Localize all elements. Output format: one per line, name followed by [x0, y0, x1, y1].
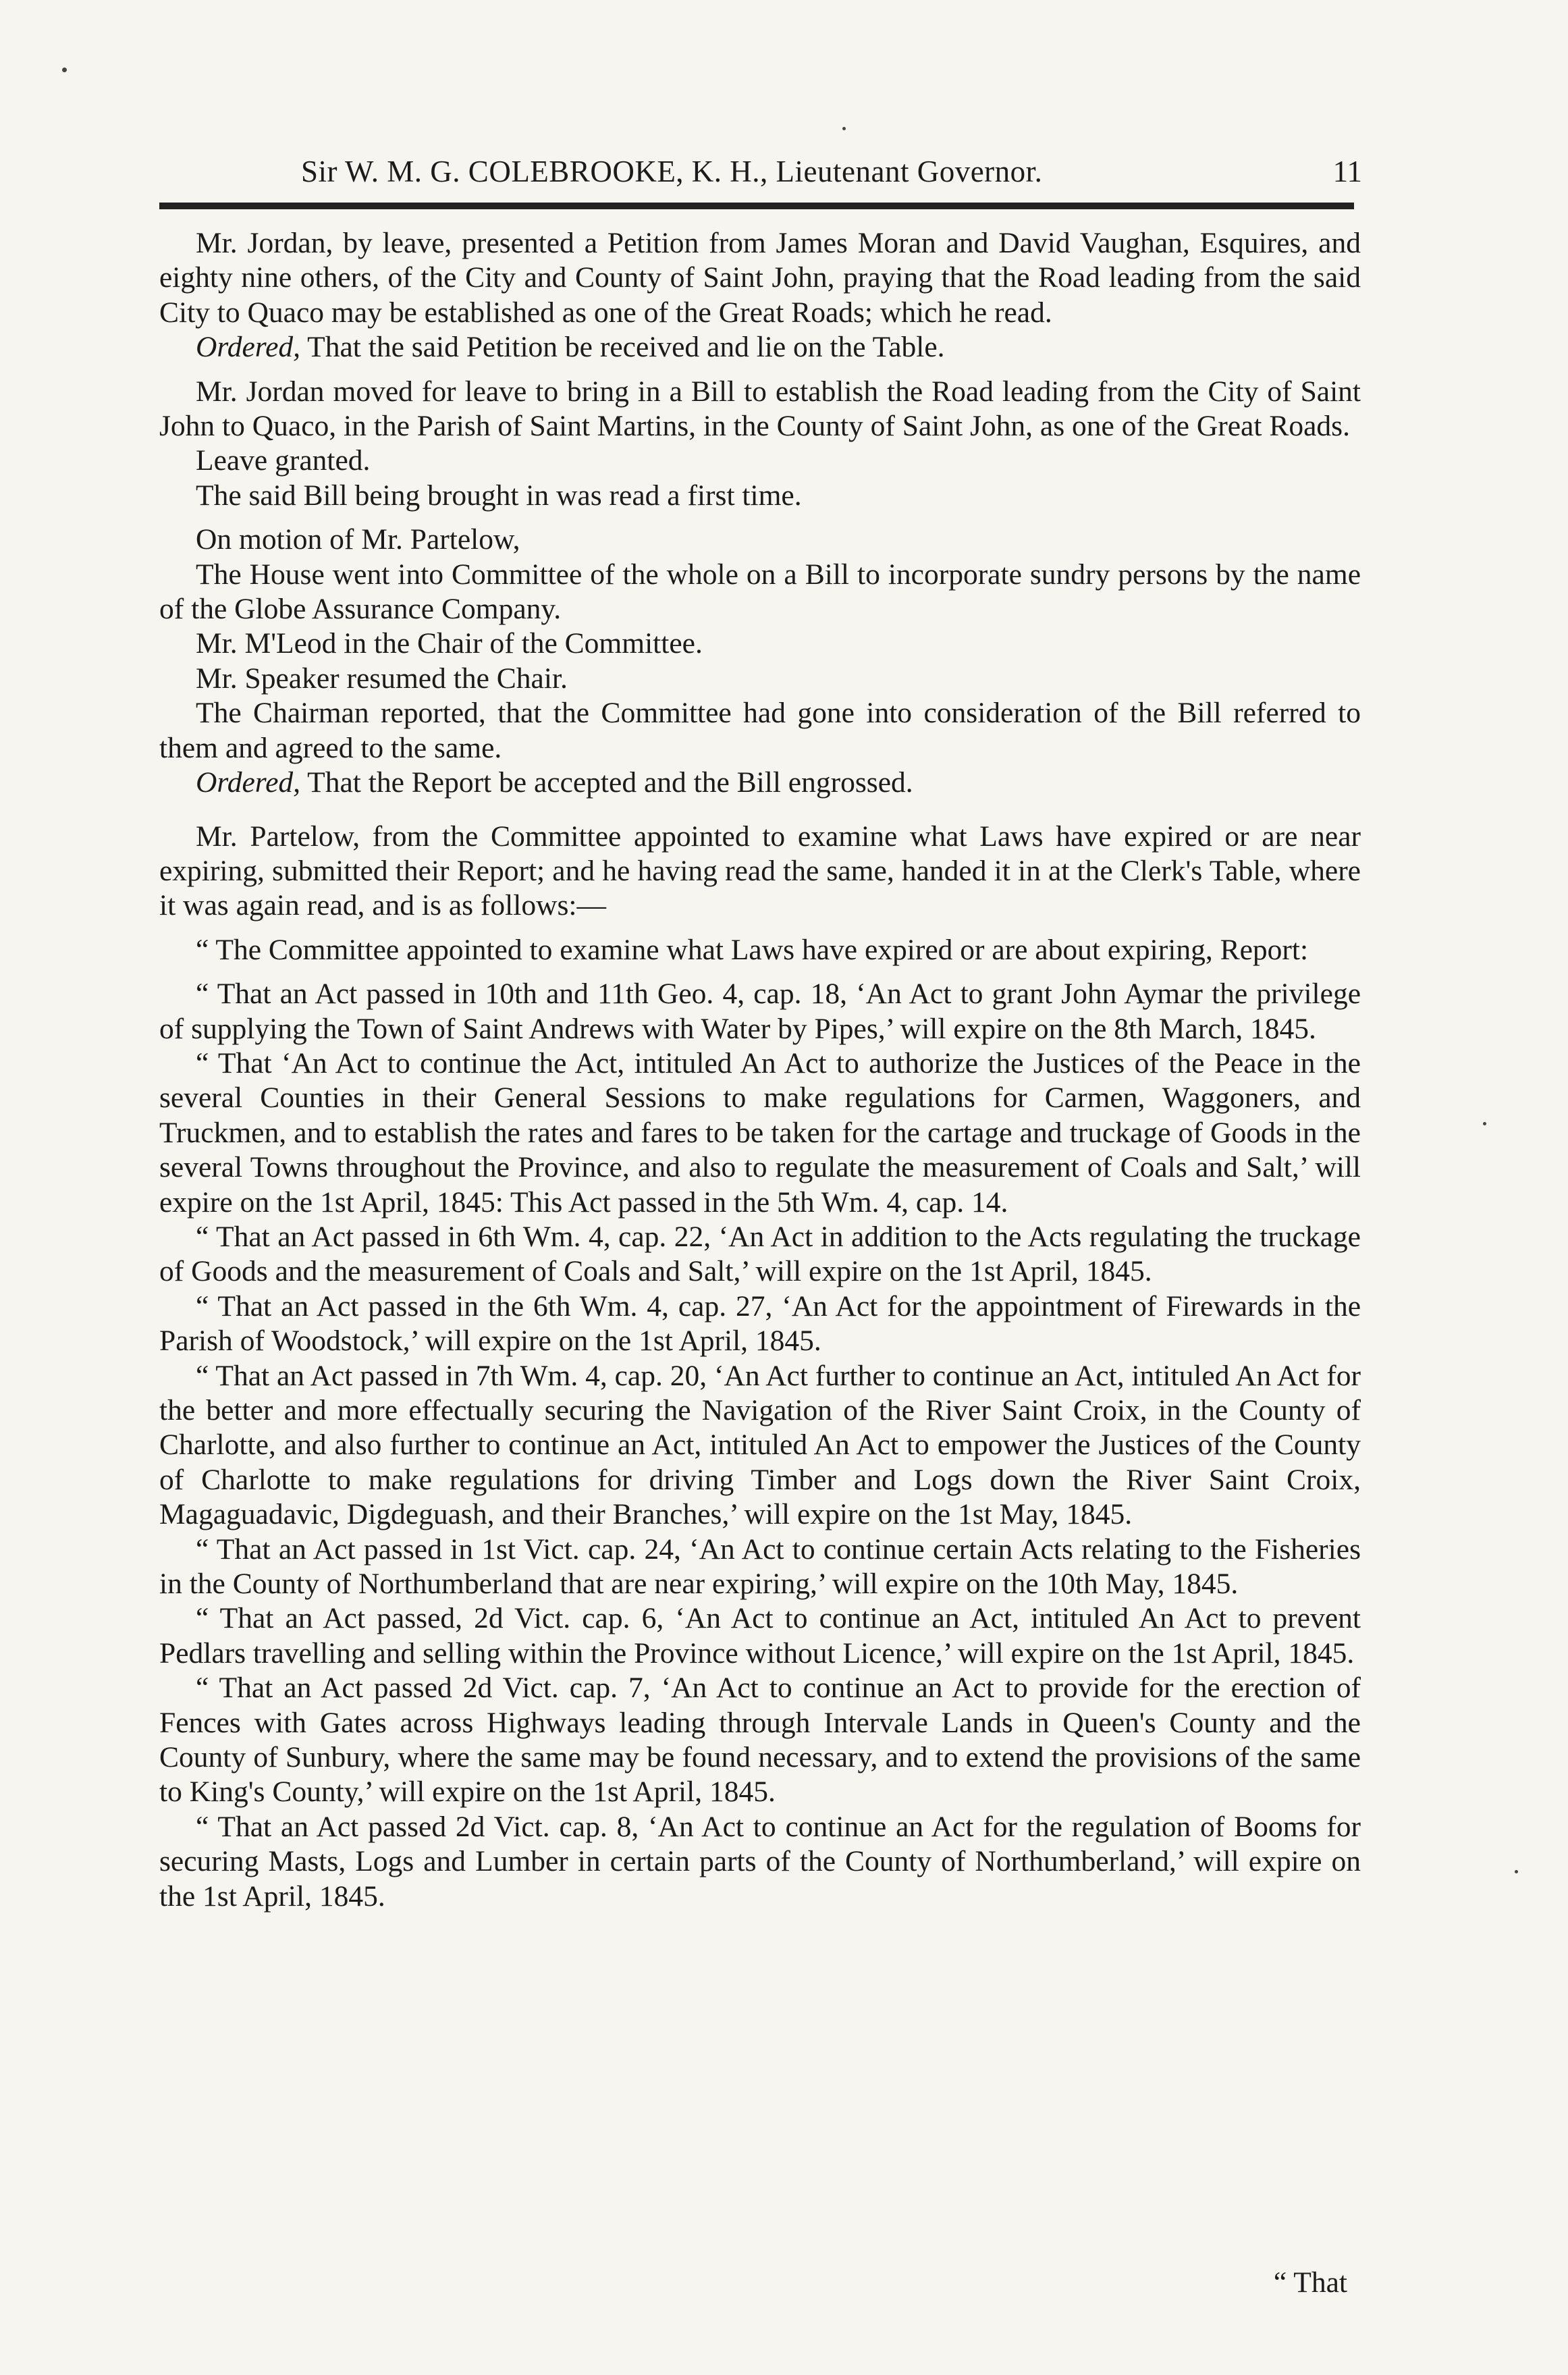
- ink-speck: [1515, 1870, 1518, 1873]
- paragraph-petition: Mr. Jordan, by leave, presented a Petition from James Moran and David Vaughan, Esquires, and eighty nine others, of the City and County of Saint John, praying that the Road leading from the said City to Quaco may be established as one of the Great Roads; which he read.: [159, 227, 1361, 329]
- paragraph-ordered-2: Ordered, That the Report be accepted and the Bill engrossed.: [196, 766, 913, 799]
- paragraph-expired-laws: Mr. Partelow, from the Committee appointed to examine what Laws have expired or are near expiring, submitted their Report; and he having read the same, handed it in at the Clerk's Table, where it was again read, and is as follows:—: [159, 820, 1361, 922]
- page-number: 11: [1332, 155, 1362, 188]
- paragraph-leave: Leave granted.: [196, 444, 371, 477]
- paragraph-bill-motion: Mr. Jordan moved for leave to bring in a Bill to establish the Road leading from the City of Saint John to Quaco, in the Parish of Saint Martins, in the County of Saint John, as one of the Great Roads.: [159, 375, 1361, 443]
- paragraph-act-8: “ That an Act passed 2d Vict. cap. 7, ‘An Act to continue an Act to provide for the erection of Fences with Gates across Highways leading through Intervale Lands in Queen's County and the County of Sunbury, where the same may be found necessary, and to extend the provisions of the same to King's County,’ will expire on the 1st April, 1845.: [159, 1672, 1361, 1809]
- paragraph-act-4: “ That an Act passed in the 6th Wm. 4, cap. 27, ‘An Act for the appointment of Firewards in the Parish of Woodstock,’ will expire on the 1st April, 1845.: [159, 1289, 1361, 1358]
- paragraph-act-6: “ That an Act passed in 1st Vict. cap. 24, ‘An Act to continue certain Acts relating to the Fisheries in the County of Northumberland that are near expiring,’ will expire on the 10th May, 1845.: [159, 1532, 1361, 1601]
- paragraph-act-2: “ That ‘An Act to continue the Act, intituled An Act to authorize the Justices of the Peace in the several Counties in their General Sessions to make regulations for Carmen, Waggoners, and Truckmen, and to establish the rates and fares to be taken for the cartage and truckage of Goods in the several Towns throughout the Province, and also to regulate the measurement of Coals and Salt,’ will expire on the 1st April, 1845: This Act passed in the 5th Wm. 4, cap. 14.: [159, 1046, 1361, 1219]
- paragraph-speaker: Mr. Speaker resumed the Chair.: [196, 662, 568, 695]
- paragraph-act-9: “ That an Act passed 2d Vict. cap. 8, ‘An Act to continue an Act for the regulation of Booms for securing Masts, Logs and Lumber in certain parts of the County of Northumberland,’ will expire on the 1st April, 1845.: [159, 1810, 1361, 1913]
- body-text: [159, 226, 1361, 1914]
- paragraph-committee: The House went into Committee of the whole on a Bill to incorporate sundry persons by the name of the Globe Assurance Company.: [159, 558, 1361, 626]
- paragraph-report-intro: “ The Committee appointed to examine what Laws have expired or are about expiring, Report:: [196, 933, 1309, 966]
- paragraph-motion: On motion of Mr. Partelow,: [196, 523, 520, 556]
- paragraph-act-3: “ That an Act passed in 6th Wm. 4, cap. 22, ‘An Act in addition to the Acts regulating the truckage of Goods and the measurement of Coals and Salt,’ will expire on the 1st April, 1845.: [159, 1220, 1361, 1288]
- paragraph-act-7: “ That an Act passed, 2d Vict. cap. 6, ‘An Act to continue an Act, intituled An Act to prevent Pedlars travelling and selling within the Province without Licence,’ will expire on the 1st April, 1845.: [159, 1602, 1361, 1670]
- ink-speck: [1483, 1122, 1486, 1125]
- ink-speck: [62, 68, 67, 72]
- running-header: [159, 154, 1368, 196]
- paragraph-act-1: “ That an Act passed in 10th and 11th Geo. 4, cap. 18, ‘An Act to grant John Aymar the privilege of supplying the Town of Saint Andrews with Water by Pipes,’ will expire on the 8th March, 1845.: [159, 978, 1361, 1045]
- paragraph-ordered-1: Ordered, That the said Petition be received and lie on the Table.: [196, 331, 945, 364]
- catchword: “ That: [1273, 2266, 1347, 2299]
- paragraph-chairman-report: The Chairman reported, that the Committee had gone into consideration of the Bill referred to them and agreed to the same.: [159, 697, 1361, 764]
- paragraph-act-5: “ That an Act passed in 7th Wm. 4, cap. 20, ‘An Act further to continue an Act, intituled An Act for the better and more effectually securing the Navigation of the River Saint Croix, in the County of Charlotte, and also further to continue an Act, intituled An Act to empower the Justices of the County of Charlotte to make regulations for driving Timber and Logs down the River Saint Croix, Magaguadavic, Digdeguash, and their Branches,’ will expire on the 1st May, 1845.: [159, 1359, 1361, 1531]
- header-rule: [159, 203, 1354, 209]
- header-title: Sir W. M. G. COLEBROOKE, K. H., Lieutenant Governor.: [301, 155, 1043, 188]
- paragraph-first-reading: The said Bill being brought in was read a first time.: [196, 479, 802, 512]
- paragraph-chair: Mr. M'Leod in the Chair of the Committee.: [196, 627, 703, 660]
- ink-speck: [842, 127, 846, 130]
